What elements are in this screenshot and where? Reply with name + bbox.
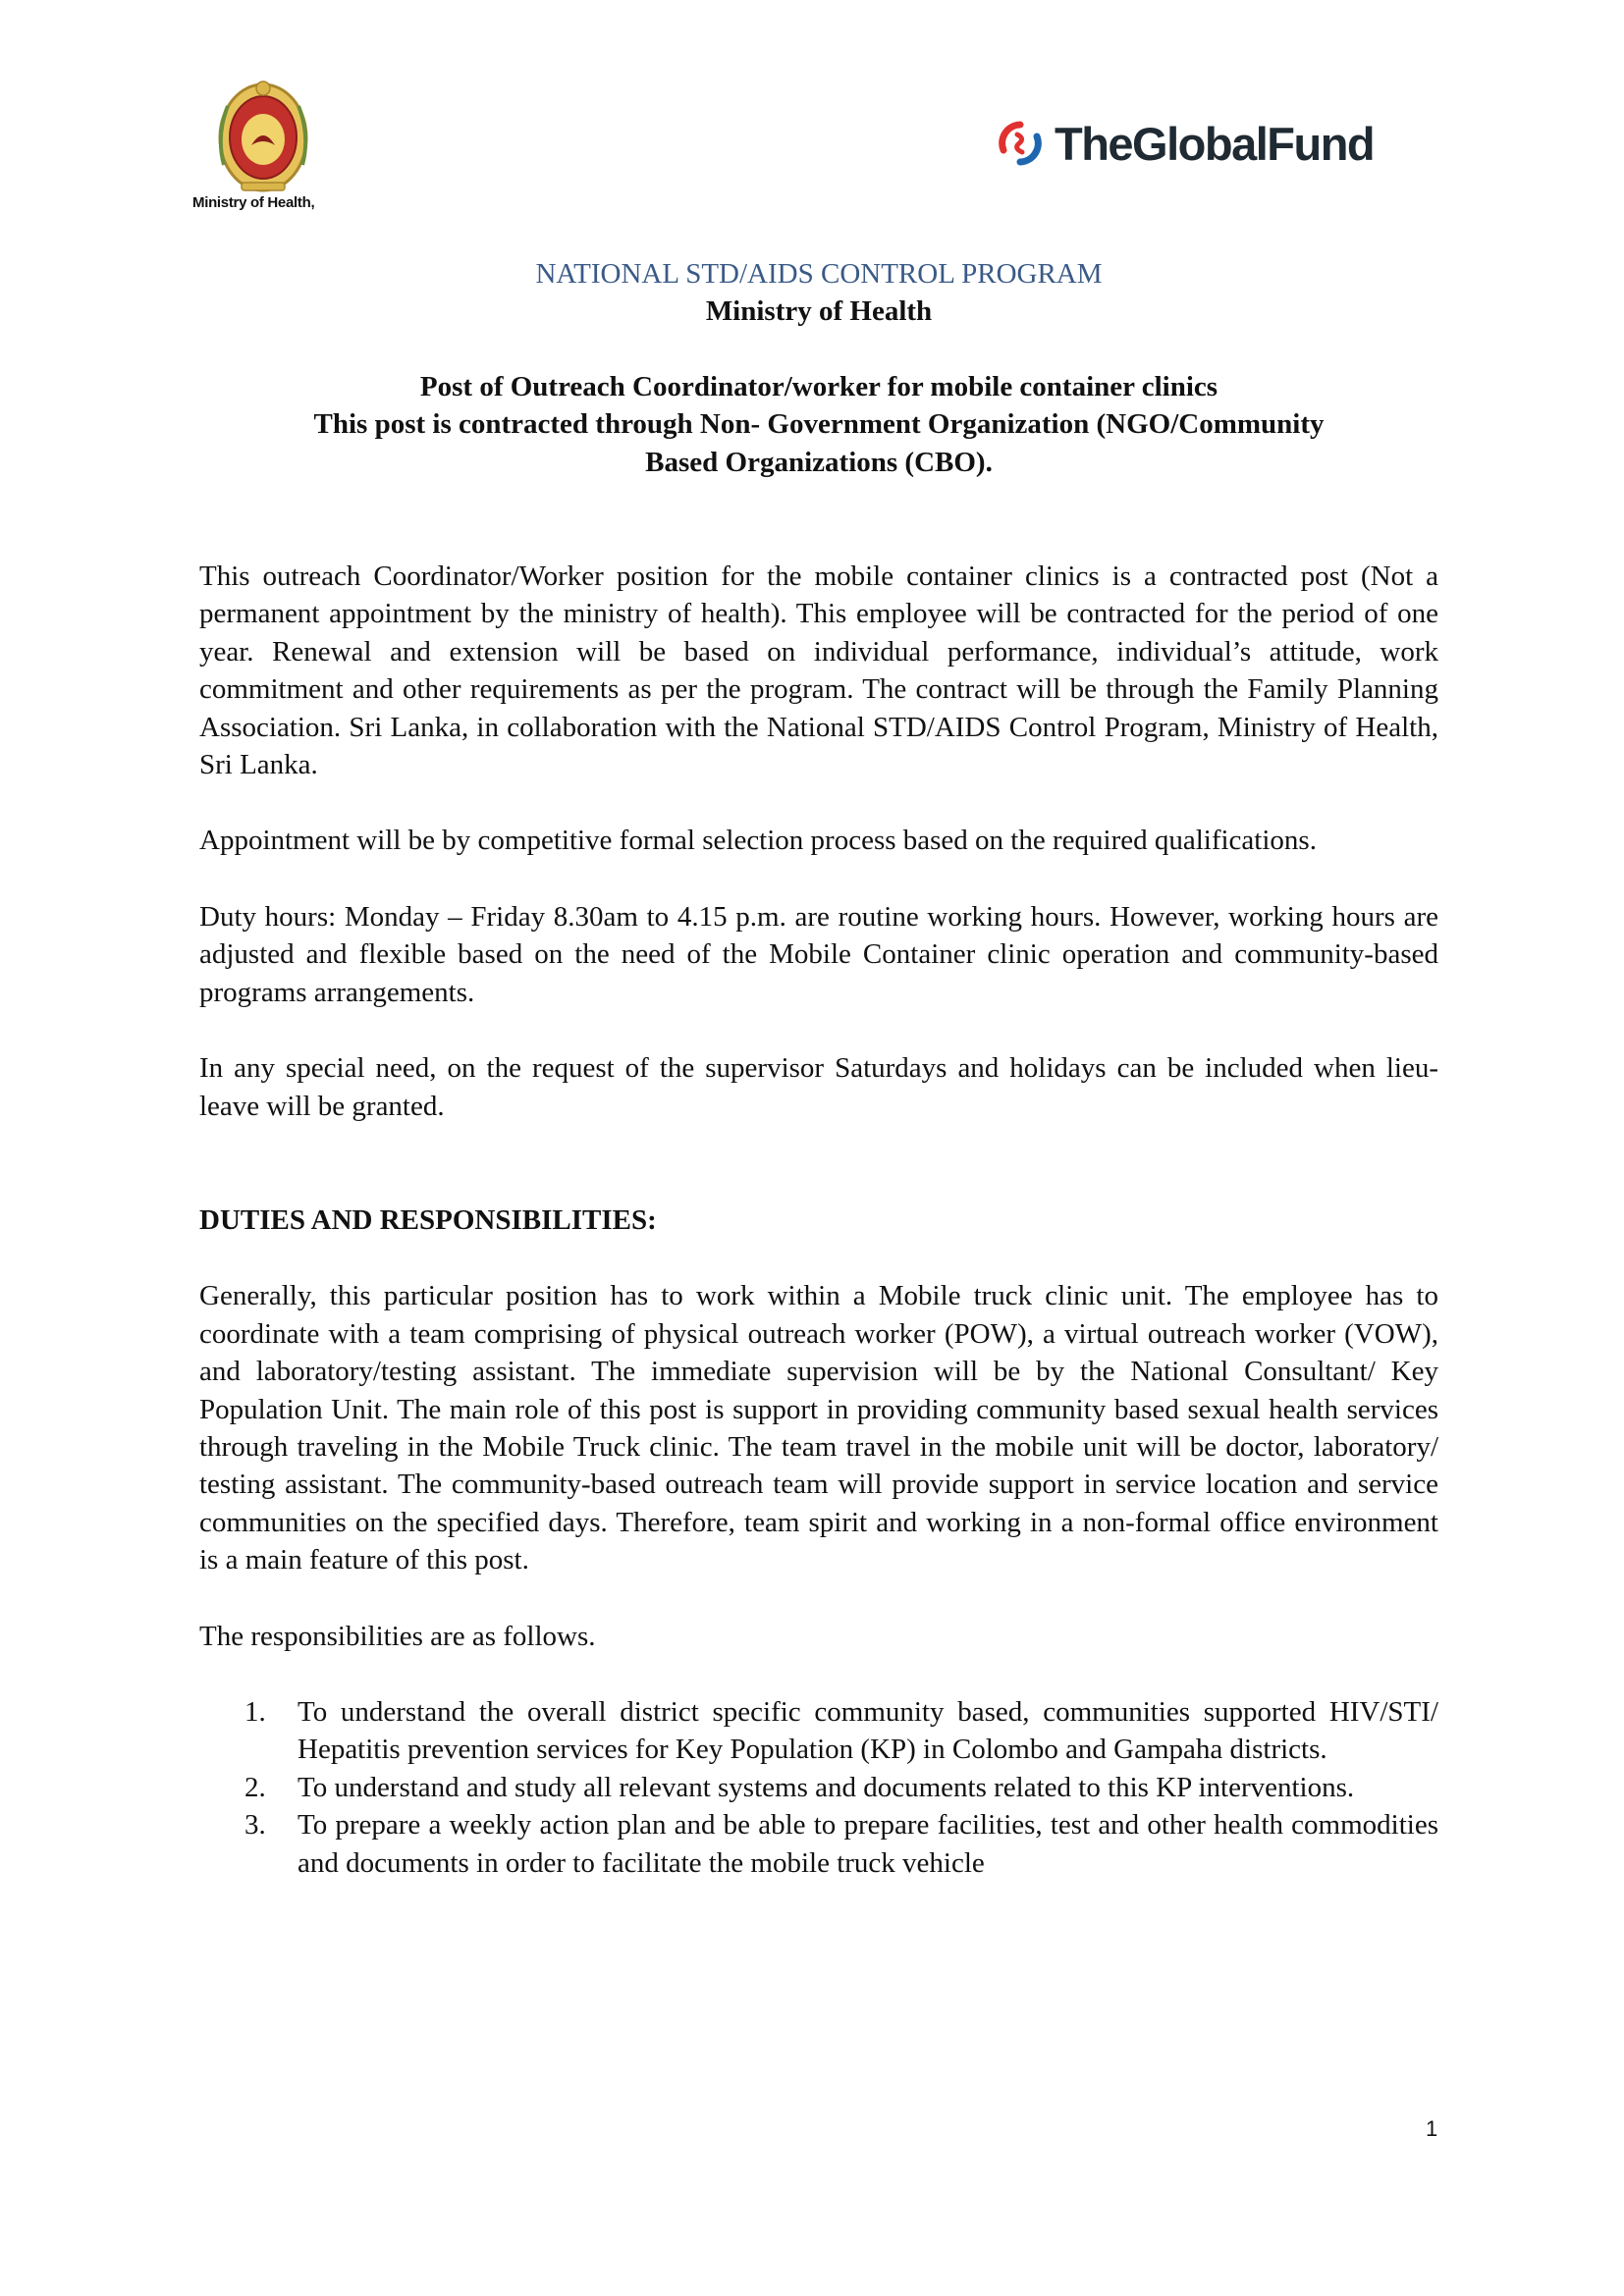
post-title-line-1: Post of Outreach Coordinator/worker for mobile container clinics xyxy=(419,370,1218,402)
list-item-number: 1. xyxy=(244,1695,266,1728)
page-number: 1 xyxy=(1426,2116,1438,2141)
ministry-heading: Ministry of Health xyxy=(705,295,933,328)
global-fund-logo-text: TheGlobalFund xyxy=(1055,117,1375,170)
responsibilities-intro: The responsibilities are as follows. xyxy=(199,1620,596,1652)
special-need-paragraph: In any special need, on the request of the supervisor Saturdays and holidays can be included when lieu- leave will be granted. xyxy=(199,1052,1438,1122)
list-item-text: To understand the overall district specific community based, communities supported HIV/STI/ Hepatitis prevention services for Key Population (KP) in Colombo and Gampaha districts. xyxy=(298,1695,1438,1766)
ministry-logo-caption: Ministry of Health, xyxy=(192,194,315,211)
sri-lanka-emblem-icon xyxy=(202,77,324,204)
post-title-line-2: This post is contracted through Non- Government Organization (NGO/Community xyxy=(313,408,1325,441)
list-item-text: To prepare a weekly action plan and be able to prepare facilities, test and other health commodities and documents in order to facilitate the mobile truck vehicle xyxy=(298,1809,1438,1879)
ministry-emblem-logo xyxy=(202,77,324,214)
document-body xyxy=(199,255,1438,1882)
program-heading: NATIONAL STD/AIDS CONTROL PROGRAM xyxy=(535,258,1103,290)
list-item xyxy=(244,1806,1438,1882)
post-title-line-3: Based Organizations (CBO). xyxy=(645,446,993,478)
list-item xyxy=(244,1769,1438,1806)
list-item-text: To understand and study all relevant systems and documents related to this KP interventions. xyxy=(298,1771,1355,1803)
global-fund-logo xyxy=(996,114,1374,173)
list-item xyxy=(244,1693,1438,1769)
appointment-paragraph: Appointment will be by competitive formal selection process based on the required qualifications. xyxy=(199,825,1317,857)
duty-hours-paragraph: Duty hours: Monday – Friday 8.30am to 4.15 p.m. are routine working hours. However, working hours are adjusted and flexible based on the need of the Mobile Container clinic operation and community-based programs arrangements. xyxy=(199,900,1438,1008)
list-item-number: 2. xyxy=(244,1771,266,1803)
duties-paragraph: Generally, this particular position has to work within a Mobile truck clinic unit. The employee has to coordinate with a team comprising of physical outreach worker (POW), a virtual outreach worker (VOW), and laboratory/testing assistant. The immediate supervision will be by the National Consultant/ Key Population Unit. The main role of this post is support in providing community based sexual health services through traveling in the Mobile Truck clinic. The team travel in the mobile unit will be doctor, laboratory/ testing assistant. The community-based outreach team will provide support in service location and service communities on the specified days. Therefore, team spirit and working in a non-formal office environment is a main feature of this post. xyxy=(199,1280,1438,1576)
duties-heading: DUTIES AND RESPONSIBILITIES: xyxy=(199,1203,657,1236)
intro-paragraph: This outreach Coordinator/Worker position for the mobile container clinics is a contracted post (Not a permanent appointment by the ministry of health). This employee will be contracted for the period of one year. Renewal and extension will be based on individual performance, individual’s attitude, work commitment and other requirements as per the program. The contract will be through the Family Planning Association. Sri Lanka, in collaboration with the National STD/AIDS Control Program, Ministry of Health, Sri Lanka. xyxy=(199,561,1438,781)
list-item-number: 3. xyxy=(244,1809,266,1842)
global-fund-mark-icon xyxy=(996,119,1045,168)
responsibilities-list xyxy=(199,1693,1438,1882)
